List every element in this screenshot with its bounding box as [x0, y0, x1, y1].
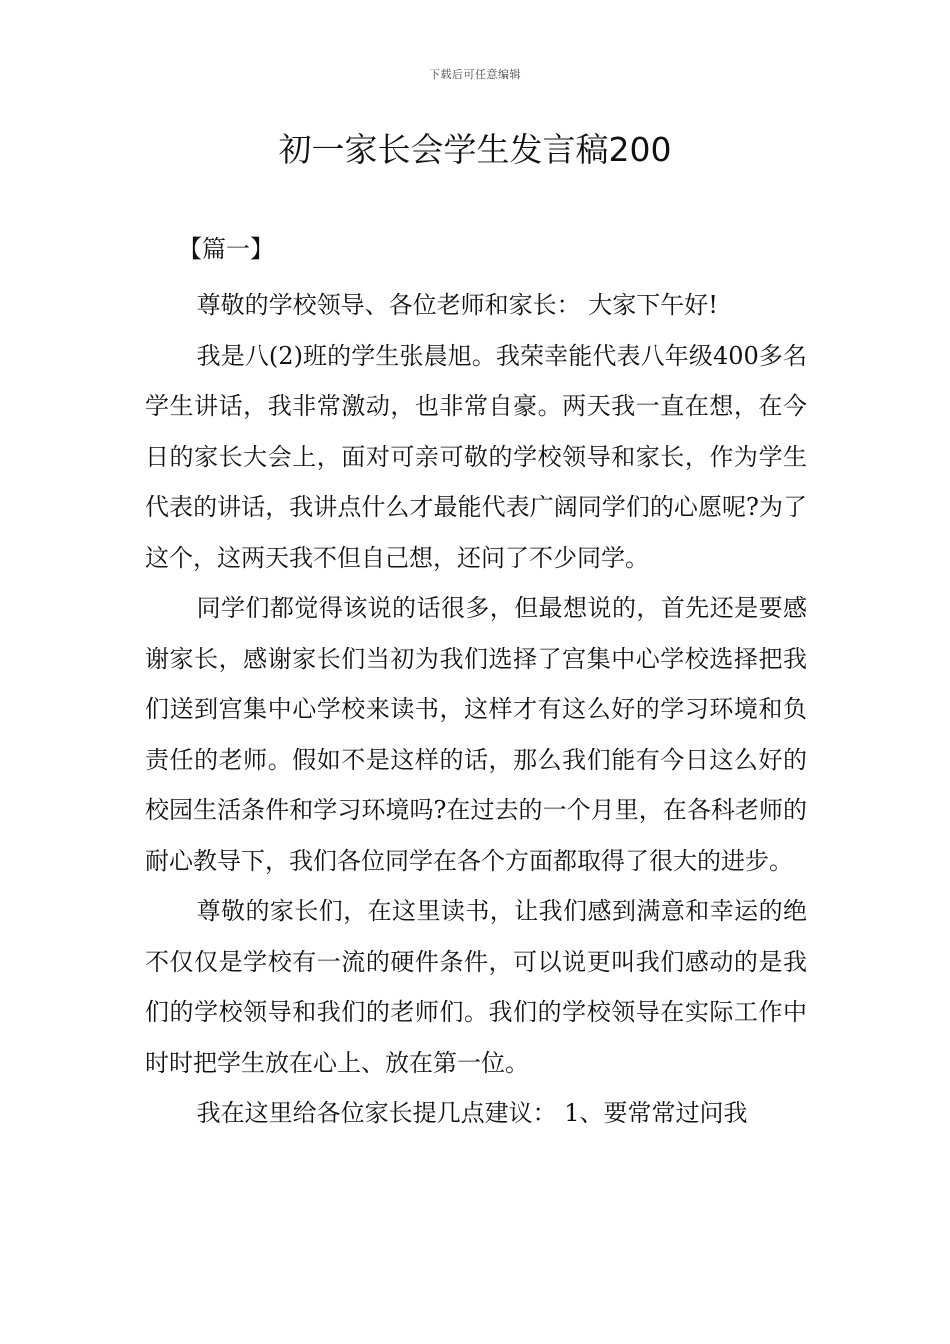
paragraph-introduction: 我是八(2)班的学生张晨旭。我荣幸能代表八年级400多名学生讲话，我非常激动，也非常自豪。两天我一直在想，在今日的家长大会上，面对可亲可敬的学校领导和家长，作为学生代表的讲话，我讲点什么才最能代表广阔同学们的心愿呢?为了这个，这两天我不但自己想，还问了不少同学。 [145, 341, 807, 572]
document-title: 初一家长会学生发言稿200 [278, 130, 672, 169]
document-body [145, 280, 807, 1139]
paragraph-school: 尊敬的家长们，在这里读书，让我们感到满意和幸运的绝不仅仅是学校有一流的硬件条件，可以说更叫我们感动的是我们的学校领导和我们的老师们。我们的学校领导在实际工作中时时把学生放在心上、放在第一位。 [145, 897, 807, 1077]
paragraph-greeting: 尊敬的学校领导、各位老师和家长： 大家下午好! [196, 291, 718, 319]
paragraph-thanks: 同学们都觉得该说的话很多，但最想说的，首先还是要感谢家长，感谢家长们当初为我们选择了宫集中心学校选择把我们送到宫集中心学校来读书，这样才有这么好的学习环境和负责任的老师。假如不是这样的话，那么我们能有今日这么好的校园生活条件和学习环境吗?在过去的一个月里，在各科老师的耐心教导下，我们各位同学在各个方面都取得了很大的进步。 [145, 594, 807, 875]
section-label: 【篇一】 [178, 235, 274, 263]
header-note: 下载后可任意编辑 [429, 68, 521, 81]
paragraph-suggestions: 我在这里给各位家长提几点建议： 1、要常常过问我 [196, 1099, 748, 1127]
